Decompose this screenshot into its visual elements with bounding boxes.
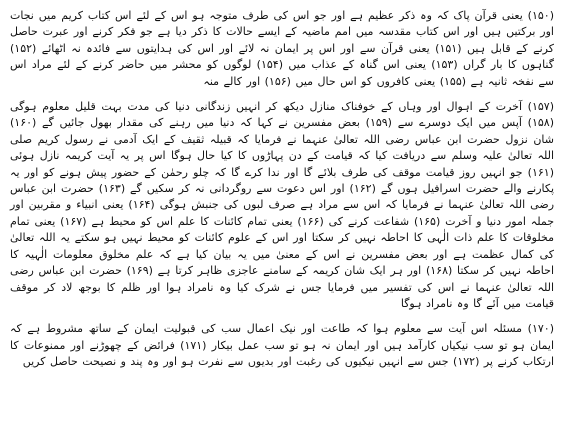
commentary-paragraph-2: (۱۵۷) آخرت کے اہوال اور وہاں کے خوفناک منازل دیکھ کر انہیں زندگانی دنیا کی مدت بہت قلیل معلوم ہوگی (۱۵۸) آپس میں ایک دوسرے سے (۱۵۹) بعض مفسرین نے کہا کہ دنیا میں رہنے کی مقدار بھول جائیں گے (۱۶۰) شان نزول حضرت ابن عباس رضی اللہ تعالیٰ عنہما نے فرمایا کہ قبیلہ ثقیف کے ایک آدمی نے رسول کریم صلی اللہ تعالیٰ علیہ وسلم سے دریافت کیا کہ قیامت کے دن پہاڑوں کا کیا حال ہوگا اس پر یہ آیت کریمہ نازل ہوئی (۱۶۱) جو انہیں روز قیامت موقف کی طرف بلائے گا اور ندا کرے گا کہ چلو رحمٰن کے حضور پیش ہونے کو اور یہ پکارنے والے حضرت اسرافیل ہوں گے (۱۶۲) اور اس دعوت سے روگردانی نہ کر سکیں گے (۱۶۳) حضرت ابن عباس رضی اللہ تعالیٰ عنہما نے فرمایا کہ اس سے مراد ہے صرف لبوں کی جنبش ہوگی (۱۶۴) یعنی انبیاء و مقربین اور جملہ امور دنیا و آخرت (۱۶۵) شفاعت کرنے کی (۱۶۶) یعنی تمام کائنات کا علم اس کو محیط ہے (۱۶۷) یعنی تمام مخلوقات کا علم ذات الٰہی کا احاطہ نہیں کر سکتا اور اس کے علوم کائنات کو محیط نہیں ہو سکتے یہ اللہ تعالیٰ کی کمال عظمت ہے اور بعض مفسرین نے اس کے معنیٰ میں یہ بیان کیا ہے کہ علم مخلوق معلومات الٰہیہ کا احاطہ نہیں کر سکتا (۱۶۸) اور ہر ایک شان کریمہ کے سامنے عاجزی ظاہر کرتا ہے (۱۶۹) حضرت ابن عباس رضی اللہ تعالیٰ عنہما نے اس کی تفسیر میں فرمایا جس نے شرک کیا وہ نامراد ہوا اور ظلم کا بوجھ لاد کر موقف قیامت میں آئے گا وہ نامراد ہوگا: [10, 100, 555, 310]
commentary-paragraph-1: (۱۵۰) یعنی قرآن پاک کہ وہ ذکر عظیم ہے اور جو اس کی طرف متوجہ ہو اس کے لئے اس کتاب کریم میں نجات اور برکتیں ہیں اور اس کتاب مقدسہ میں امم ماضیہ کے ایسے حالات کا ذکر دیا ہے جو فکر کرنے اور عبرت حاصل کرنے کے قابل ہیں (۱۵۱) یعنی قرآن سے اور اس پر ایمان نہ لائے اور اس کی ہدایتوں سے فائدہ نہ اٹھائے (۱۵۲) گناہوں کا بار گراں (۱۵۳) یعنی اس گناہ کے عذاب میں (۱۵۴) لوگوں کو محشر میں حاضر کرنے کے لئے مراد اس سے نفخہ ثانیہ ہے (۱۵۵) یعنی کافروں کو اس حال میں (۱۵۶) اور کالے منہ: [10, 9, 554, 88]
commentary-paragraph-3: (۱۷۰) مسئلہ اس آیت سے معلوم ہوا کہ طاعت اور نیک اعمال سب کی قبولیت ایمان کے ساتھ مشروط ہے کہ ایمان ہو تو سب نیکیاں کارآمد ہیں اور ایمان نہ ہو تو سب عمل بیکار (۱۷۱) فرائض کے چھوڑنے اور ممنوعات کا ارتکاب کرنے پر (۱۷۲) جس سے انہیں نیکیوں کی رغبت اور بدیوں سے نفرت ہو اور وہ پند و نصیحت حاصل کریں: [10, 322, 555, 369]
